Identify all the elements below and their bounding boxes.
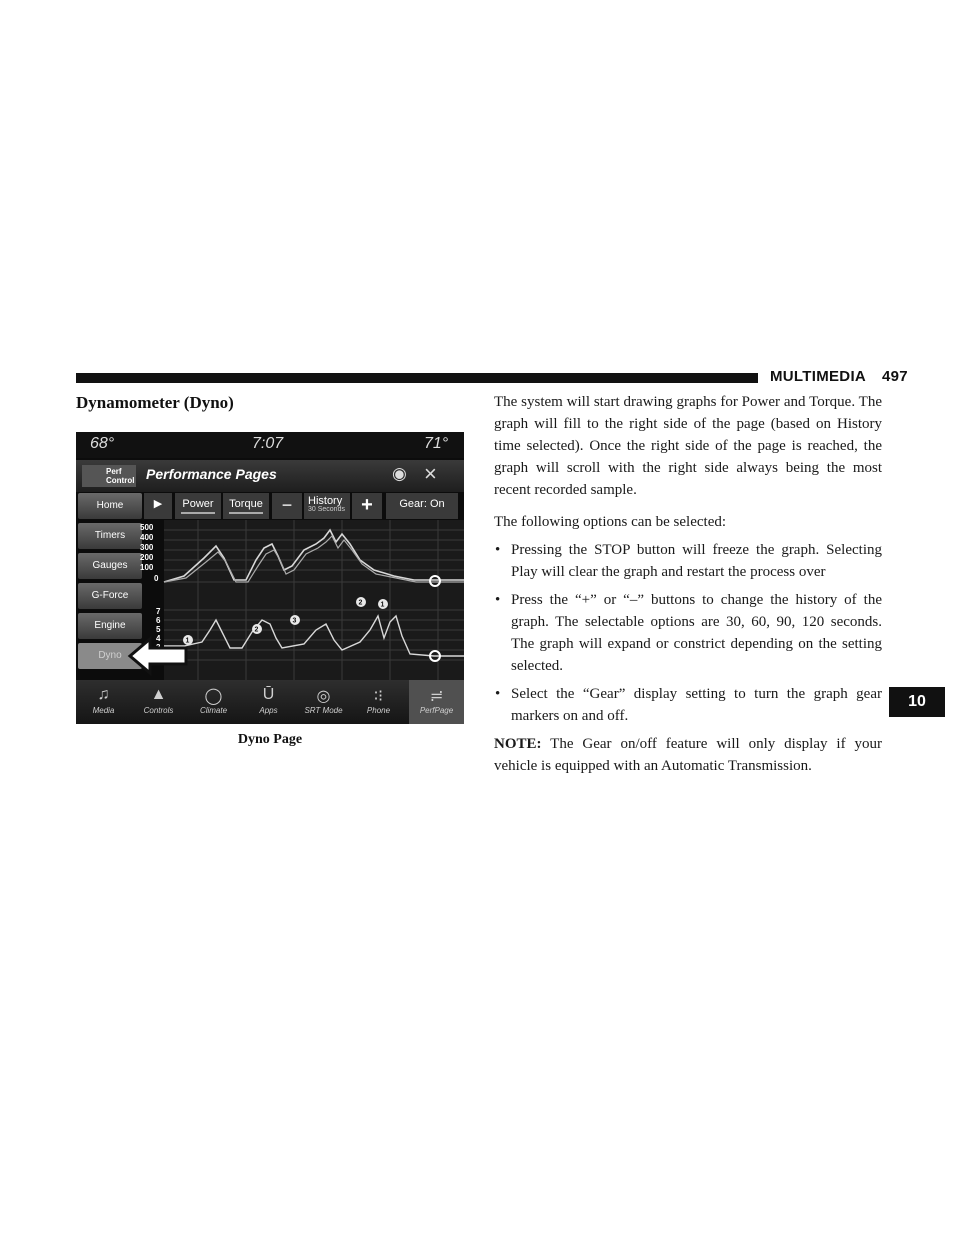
gear-marker: 2 [254, 626, 259, 634]
power-tick: 400 [140, 533, 154, 542]
note-text: The Gear on/off feature will only display if your vehicle is equipped with an Automatic Transmission. [494, 736, 882, 774]
dyno-callout-arrow-icon [128, 636, 190, 676]
gear-tick: 4 [156, 634, 161, 643]
header-section: MULTIMEDIA [770, 368, 866, 385]
options-lead: The following options can be selected: [494, 514, 727, 530]
dock-label: Apps [259, 706, 278, 715]
bullet-text: Select the “Gear” display setting to turn the graph gear markers on and off. [511, 686, 882, 724]
dock-climate[interactable] [186, 680, 241, 724]
chapter-tab: 10 [889, 687, 945, 717]
header-rule [76, 373, 758, 383]
section-title: Dynamometer (Dyno) [76, 393, 234, 412]
dyno-page-screenshot [76, 432, 464, 724]
dock-perfpage[interactable] [409, 680, 464, 724]
dock-label: Media [92, 706, 115, 715]
dock-media[interactable] [76, 680, 131, 724]
outside-temp-right: 71° [424, 435, 449, 452]
sidebar-dyno[interactable]: Dyno [78, 643, 142, 669]
gear-tick: 7 [156, 607, 161, 616]
toolbar [144, 493, 464, 519]
play-icon: ▶ [153, 498, 163, 510]
minus-button[interactable]: − [272, 493, 302, 519]
sidebar-home[interactable]: Home [78, 493, 142, 519]
bullet-text: Press the “+” or “–” buttons to change the history of the graph. The selectable options are 30, 60, 90, 120 seconds. The graph will expand or constrict depending on the setting selected. [511, 592, 882, 674]
dock-label: PerfPage [419, 706, 454, 715]
intro-paragraph: The system will start drawing graphs for Power and Torque. The graph will fill to the right side of the page (based on History time selected). Once the right side of the page is reached, the graph will scroll with the right side always being the most recent recorded sample. [494, 394, 882, 498]
gear-tick: 5 [156, 625, 161, 634]
play-button[interactable] [144, 493, 172, 519]
bullet-item [494, 683, 882, 727]
gauge-icon: ≓ [429, 688, 444, 705]
power-curve [164, 530, 464, 582]
power-tick: 0 [154, 574, 159, 583]
dock-phone[interactable] [351, 680, 406, 724]
title-bar [76, 460, 464, 492]
dock-controls[interactable] [131, 680, 186, 724]
bullet-dot: • [495, 592, 501, 608]
gear-marker: 1 [185, 637, 190, 645]
steering-wheel-icon: ◎ [316, 688, 331, 705]
climate-dial-icon: ◯ [204, 688, 223, 705]
gear-marker: 1 [380, 601, 385, 609]
dock-label: Phone [366, 706, 391, 715]
status-bar [76, 432, 464, 458]
music-note-icon: ♫ [97, 686, 110, 703]
bullet-item [494, 539, 882, 583]
sidebar-engine[interactable]: Engine [78, 613, 142, 639]
torque-curve [164, 536, 464, 582]
dock-srt-mode[interactable] [296, 680, 351, 724]
dock-label: SRT Mode [304, 706, 343, 715]
dyno-graph [140, 520, 464, 680]
app-dock [76, 680, 464, 724]
plus-button[interactable]: + [352, 493, 382, 519]
note-paragraph [494, 733, 882, 777]
torque-button[interactable] [223, 493, 269, 519]
bullet-text: Pressing the STOP button will freeze the graph. Selecting Play will clear the graph and restart the process over [511, 542, 882, 580]
history-label: History [308, 495, 343, 507]
dock-apps[interactable] [241, 680, 296, 724]
power-tick: 300 [140, 543, 154, 552]
seat-icon: ▲ [150, 686, 167, 703]
dock-label: Climate [199, 706, 228, 715]
power-button[interactable] [175, 493, 221, 519]
sidebar-timers[interactable]: Timers [78, 523, 142, 549]
bullet-dot: • [495, 686, 501, 702]
gear-tick: 6 [156, 616, 161, 625]
body-text-column [494, 391, 882, 777]
sidebar-gauges[interactable]: Gauges [78, 553, 142, 579]
note-label: NOTE: [494, 736, 542, 752]
bullet-item [494, 589, 882, 677]
torque-underline [229, 512, 263, 514]
sidebar-g-force[interactable]: G-Force [78, 583, 142, 609]
camera-icon[interactable]: ◉ [392, 464, 407, 483]
running-header [770, 368, 908, 385]
gear-toggle-button[interactable]: Gear: On [386, 493, 458, 519]
graph-grid [164, 520, 464, 680]
power-label: Power [182, 498, 214, 510]
gear-marker: 2 [358, 599, 363, 607]
bluetooth-signal-icon: ∶⁝ [373, 688, 384, 705]
bullet-dot: • [495, 542, 501, 558]
clock: 7:07 [252, 435, 284, 452]
close-icon[interactable]: × [424, 461, 437, 486]
perf-control-button[interactable]: Perf Control [82, 465, 136, 487]
outside-temp-left: 68° [90, 435, 115, 452]
power-tick: 100 [140, 563, 154, 572]
history-duration: 30 Seconds [308, 506, 345, 513]
dock-label: Controls [143, 706, 174, 715]
gear-marker: 3 [292, 617, 297, 625]
page-number: 497 [881, 368, 908, 385]
power-tick: 200 [140, 553, 154, 562]
gear-markers [183, 597, 388, 645]
history-button[interactable] [304, 493, 350, 519]
torque-label: Torque [229, 498, 263, 510]
power-axis [140, 523, 159, 583]
power-underline [181, 512, 215, 514]
performance-pages-title: Performance Pages [146, 466, 277, 482]
figure-caption: Dyno Page [237, 732, 303, 747]
apps-icon: Ū [262, 686, 275, 703]
power-tick: 500 [140, 523, 154, 532]
